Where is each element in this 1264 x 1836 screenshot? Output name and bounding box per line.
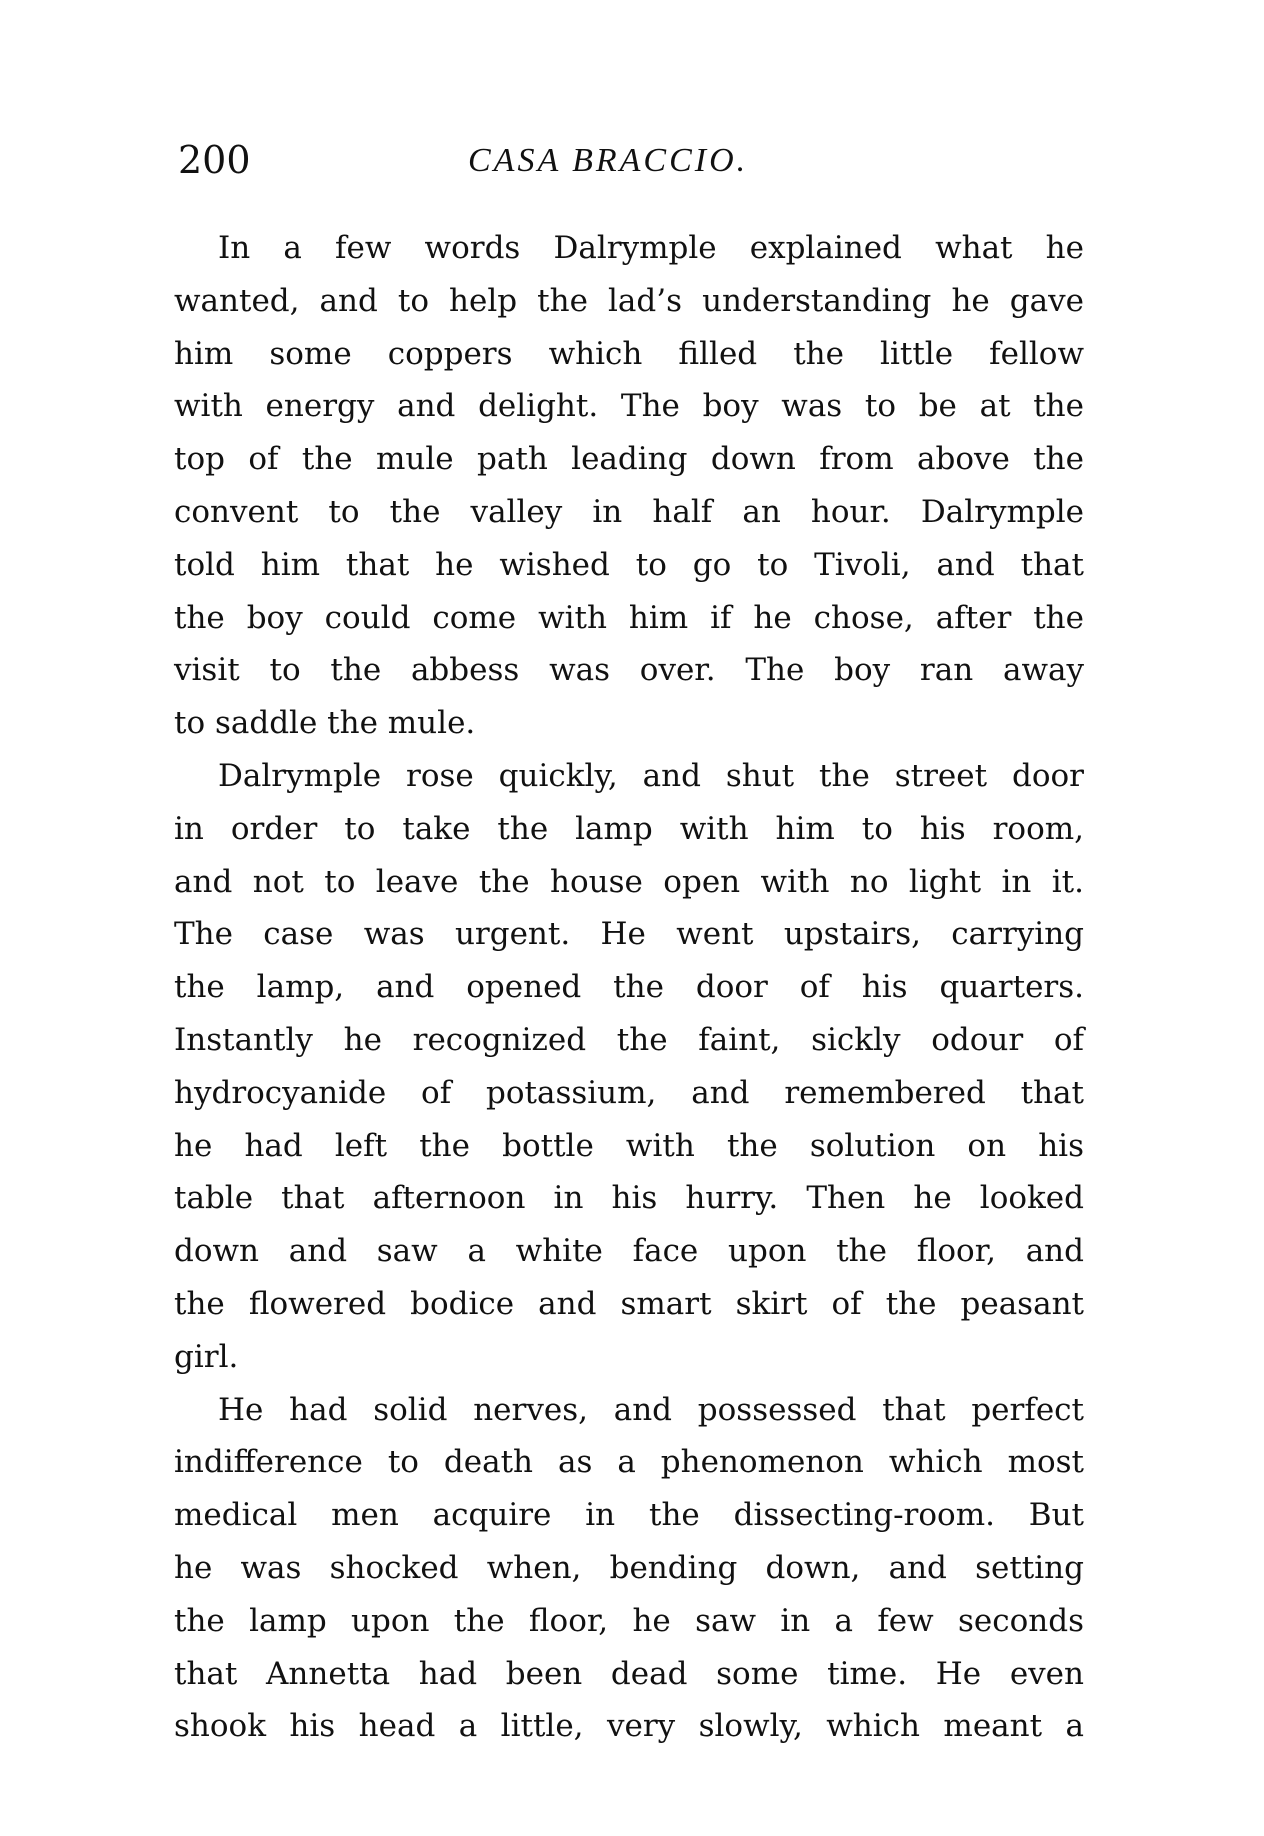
text-line: the lamp, and opened the door of his quarters. — [174, 969, 1084, 1006]
text-line: table that afternoon in his hurry. Then he looked — [174, 1180, 1084, 1217]
page-number: 200 — [178, 138, 251, 182]
text-line: him some coppers which filled the little fellow — [174, 335, 1084, 372]
text-line: that Annetta had been dead some time. He even — [174, 1655, 1084, 1692]
running-title: CASA BRACCIO. — [468, 142, 749, 179]
text-line: hydrocyanide of potassium, and remembered that — [174, 1074, 1084, 1111]
text-line: top of the mule path leading down from above the — [174, 441, 1084, 478]
text-line: down and saw a white face upon the floor, and — [174, 1233, 1084, 1270]
text-line: and not to leave the house open with no light in it. — [174, 863, 1084, 900]
text-line: convent to the valley in half an hour. Dalrymple — [174, 493, 1084, 530]
text-line: indifference to death as a phenomenon which most — [174, 1444, 1084, 1481]
text-line: In a few words Dalrymple explained what he — [218, 230, 1084, 266]
text-line: he was shocked when, bending down, and setting — [174, 1549, 1084, 1586]
text-line: girl. — [174, 1338, 239, 1375]
text-line: Dalrymple rose quickly, and shut the street door — [218, 757, 1084, 794]
text-line: medical men acquire in the dissecting-room. But — [174, 1497, 1084, 1534]
text-line: visit to the abbess was over. The boy ran away — [174, 652, 1084, 689]
text-line: wanted, and to help the lad’s understanding he gave — [174, 282, 1084, 319]
paragraph-2 — [174, 750, 1084, 1384]
text-line: in order to take the lamp with him to his room, — [174, 810, 1084, 847]
paragraph-1 — [174, 222, 1084, 750]
text-line: with energy and delight. The boy was to be at the — [174, 388, 1084, 425]
text-line: He had solid nerves, and possessed that perfect — [218, 1391, 1084, 1428]
text-line: Instantly he recognized the faint, sickly odour of — [174, 1021, 1084, 1058]
text-line: The case was urgent. He went upstairs, carrying — [174, 916, 1084, 953]
text-line: he had left the bottle with the solution on his — [174, 1127, 1084, 1164]
text-line: the boy could come with him if he chose, after the — [174, 599, 1084, 636]
body-text — [174, 222, 1084, 1753]
text-line: shook his head a little, very slowly, which meant a — [174, 1708, 1084, 1745]
paragraph-3 — [174, 1384, 1084, 1754]
text-line: to saddle the mule. — [174, 705, 476, 742]
text-line: the lamp upon the floor, he saw in a few seconds — [174, 1602, 1084, 1639]
running-head — [178, 138, 1078, 188]
text-line: told him that he wished to go to Tivoli, and that — [174, 546, 1084, 583]
text-line: the flowered bodice and smart skirt of the peasant — [174, 1285, 1084, 1322]
